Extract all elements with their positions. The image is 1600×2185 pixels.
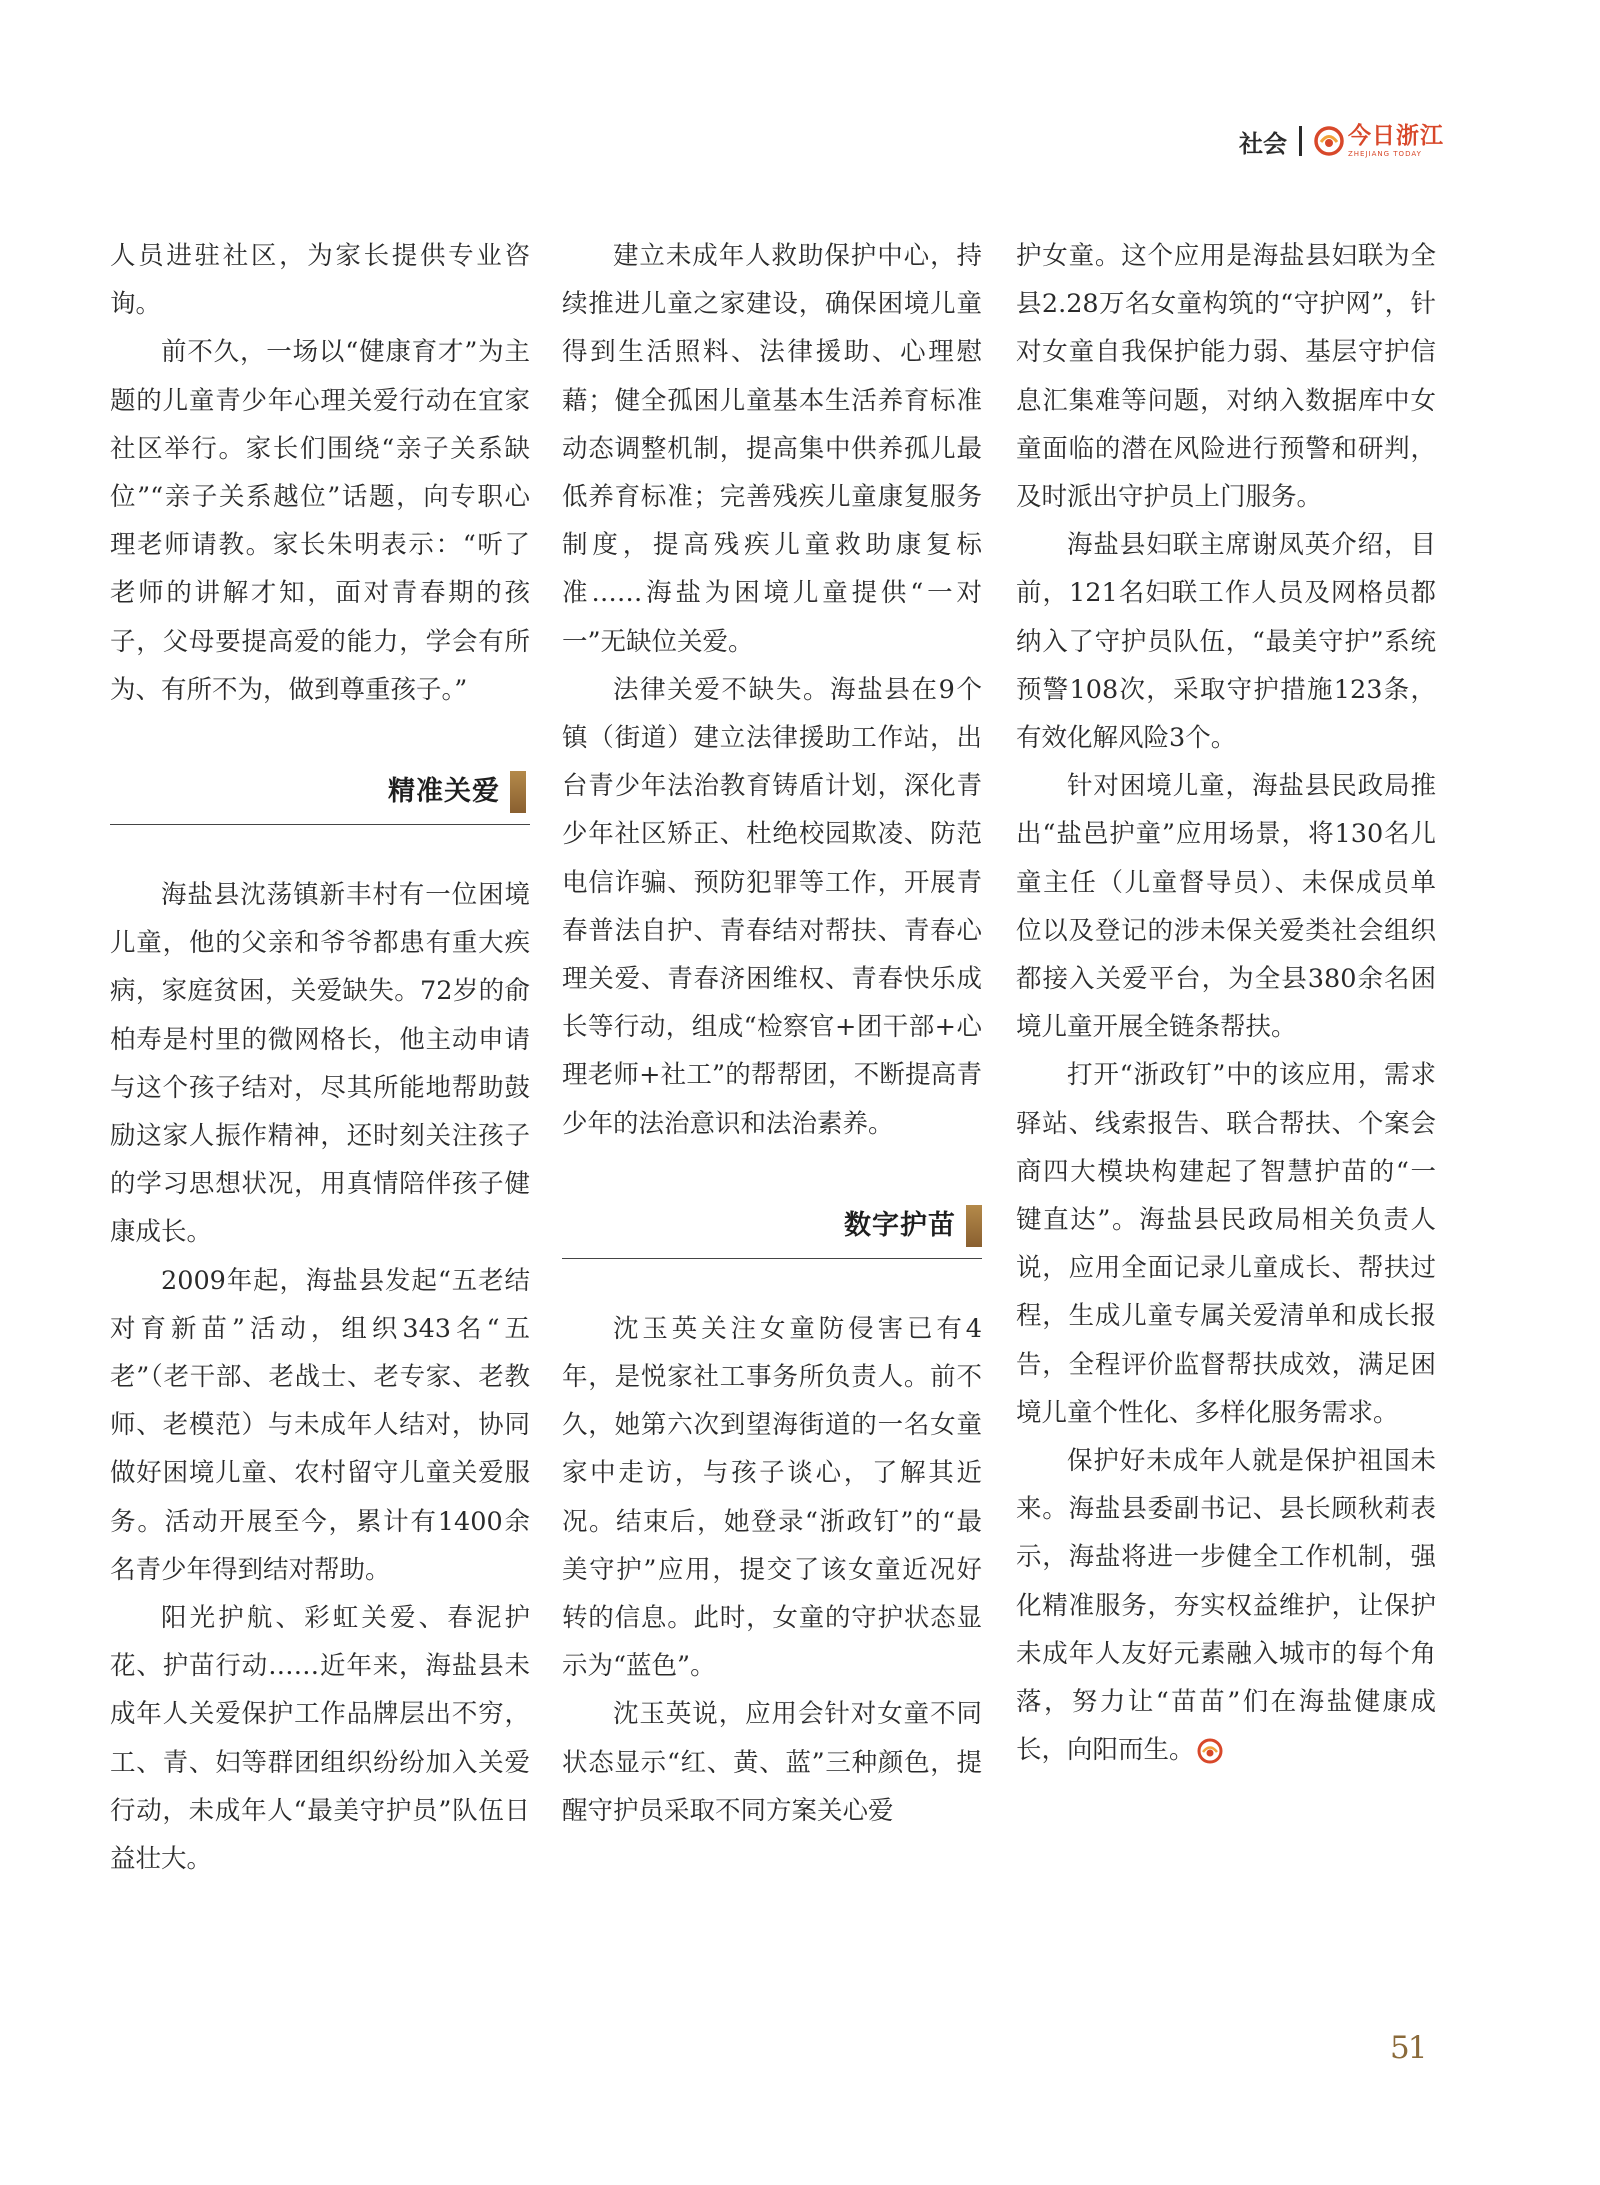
paragraph: 打开“浙政钉”中的该应用，需求驿站、线索报告、联合帮扶、个案会商四大模块构建起了智慧护苗的“一键直达”。海盐县民政局相关负责人说，应用全面记录儿童成长、帮扶过程，生成儿童专属关爱清单和成长报告，全程评价监督帮扶成效，满足困境儿童个性化、多样化服务需求。 bbox=[1016, 1060, 1436, 1428]
paragraph: 2009年起，海盐县发起“五老结对育新苗”活动，组织343名“五老”（老干部、老战士、老专家、老教师、老模范）与未成年人结对，协同做好困境儿童、农村留守儿童关爱服务。活动开展至今，累计有1400余名青少年得到结对帮助。 bbox=[110, 1265, 530, 1585]
section-heading-text: 精准关爱 bbox=[388, 775, 500, 807]
paragraph: 法律关爱不缺失。海盐县在9个镇（街道）建立法律援助工作站，出台青少年法治教育铸盾计划，深化青少年社区矫正、杜绝校园欺凌、防范电信诈骗、预防犯罪等工作，开展青春普法自护、青春结对帮扶、青春心理关爱、青春济困维权、青春快乐成长等行动，组成“检察官+团干部+心理老师+社工”的帮帮团，不断提高青少年的法治意识和法治素养。 bbox=[562, 674, 982, 1139]
final-paragraph-text: 保护好未成年人就是保护祖国未来。海盐县委副书记、县长顾秋莉表示，海盐将进一步健全工作机制，强化精准服务，夯实权益维护，让保护未成年人友好元素融入城市的每个角落，努力让“苗苗”们在海盐健康成长，向阳而生。 bbox=[1016, 1446, 1436, 1766]
article-column-2 bbox=[562, 232, 982, 1835]
brand-subtitle: ZHEJIANG TODAY bbox=[1348, 149, 1422, 158]
section-label: 社会 bbox=[1239, 129, 1287, 158]
paragraph: 沈玉英关注女童防侵害已有4年，是悦家社工事务所负责人。前不久，她第六次到望海街道的一名女童家中走访，与孩子谈心，了解其近况。结束后，她登录“浙政钉”的“最美守护”应用，提交了该女童近况好转的信息。此时，女童的守护状态显示为“蓝色”。 bbox=[562, 1313, 982, 1682]
paragraph: 护女童。这个应用是海盐县妇联为全县2.28万名女童构筑的“守护网”，针对女童自我保护能力弱、基层守护信息汇集难等问题，对纳入数据库中女童面临的潜在风险进行预警和研判，及时派出守护员上门服务。 bbox=[1016, 241, 1436, 513]
header-divider bbox=[1299, 126, 1302, 156]
paragraph: 沈玉英说，应用会针对女童不同状态显示“红、黄、蓝”三种颜色，提醒守护员采取不同方案关心爱 bbox=[562, 1699, 982, 1826]
paragraph: 海盐县沈荡镇新丰村有一位困境儿童，他的父亲和爷爷都患有重大疾病，家庭贫困，关爱缺失。72岁的俞柏寿是村里的微网格长，他主动申请与这个孩子结对，尽其所能地帮助鼓励这家人振作精神，还时刻关注孩子的学习思想状况，用真情陪伴孩子健康成长。 bbox=[110, 880, 530, 1248]
section-heading bbox=[562, 1198, 982, 1259]
brand bbox=[1314, 122, 1444, 158]
brand-name: 今日浙江 bbox=[1348, 122, 1444, 149]
paragraph: 针对困境儿童，海盐县民政局推出“盐邑护童”应用场景，将130名儿童主任（儿童督导员）、未保成员单位以及登记的涉未保关爱类社会组织都接入关爱平台，为全县380余名困境儿童开展全链条帮扶。 bbox=[1016, 771, 1436, 1043]
paragraph: 前不久，一场以“健康育才”为主题的儿童青少年心理关爱行动在宜家社区举行。家长们围绕“亲子关系缺位”“亲子关系越位”话题，向专职心理老师请教。家长朱明表示：“听了老师的讲解才知，面对青春期的孩子，父母要提高爱的能力，学会有所为、有所不为，做到尊重孩子。” bbox=[110, 337, 530, 705]
final-paragraph bbox=[1016, 1437, 1436, 1774]
swirl-logo-icon bbox=[1314, 126, 1344, 156]
paragraph: 海盐县妇联主席谢凤英介绍，目前，121名妇联工作人员及网格员都纳入了守护员队伍，“最美守护”系统预警108次，采取守护措施123条，有效化解风险3个。 bbox=[1016, 530, 1436, 754]
article-column-3 bbox=[1016, 232, 1436, 1775]
article-column-1 bbox=[110, 232, 530, 1883]
paragraph: 人员进驻社区，为家长提供专业咨询。 bbox=[110, 241, 530, 320]
heading-accent-bar bbox=[966, 1205, 982, 1247]
swirl-end-mark-icon bbox=[1197, 1738, 1223, 1764]
paragraph: 阳光护航、彩虹关爱、春泥护花、护苗行动……近年来，海盐县未成年人关爱保护工作品牌层出不穷，工、青、妇等群团组织纷纷加入关爱行动，未成年人“最美守护员”队伍日益壮大。 bbox=[110, 1603, 530, 1875]
section-heading bbox=[110, 764, 530, 825]
page-header bbox=[1239, 118, 1444, 164]
heading-accent-bar bbox=[510, 771, 526, 813]
page-number: 51 bbox=[1390, 2030, 1426, 2066]
paragraph: 建立未成年人救助保护中心，持续推进儿童之家建设，确保困境儿童得到生活照料、法律援助、心理慰藉；健全孤困儿童基本生活养育标准动态调整机制，提高集中供养孤儿最低养育标准；完善残疾儿童康复服务制度，提高残疾儿童救助康复标准……海盐为困境儿童提供“一对一”无缺位关爱。 bbox=[562, 241, 982, 657]
section-heading-text: 数字护苗 bbox=[844, 1209, 956, 1241]
